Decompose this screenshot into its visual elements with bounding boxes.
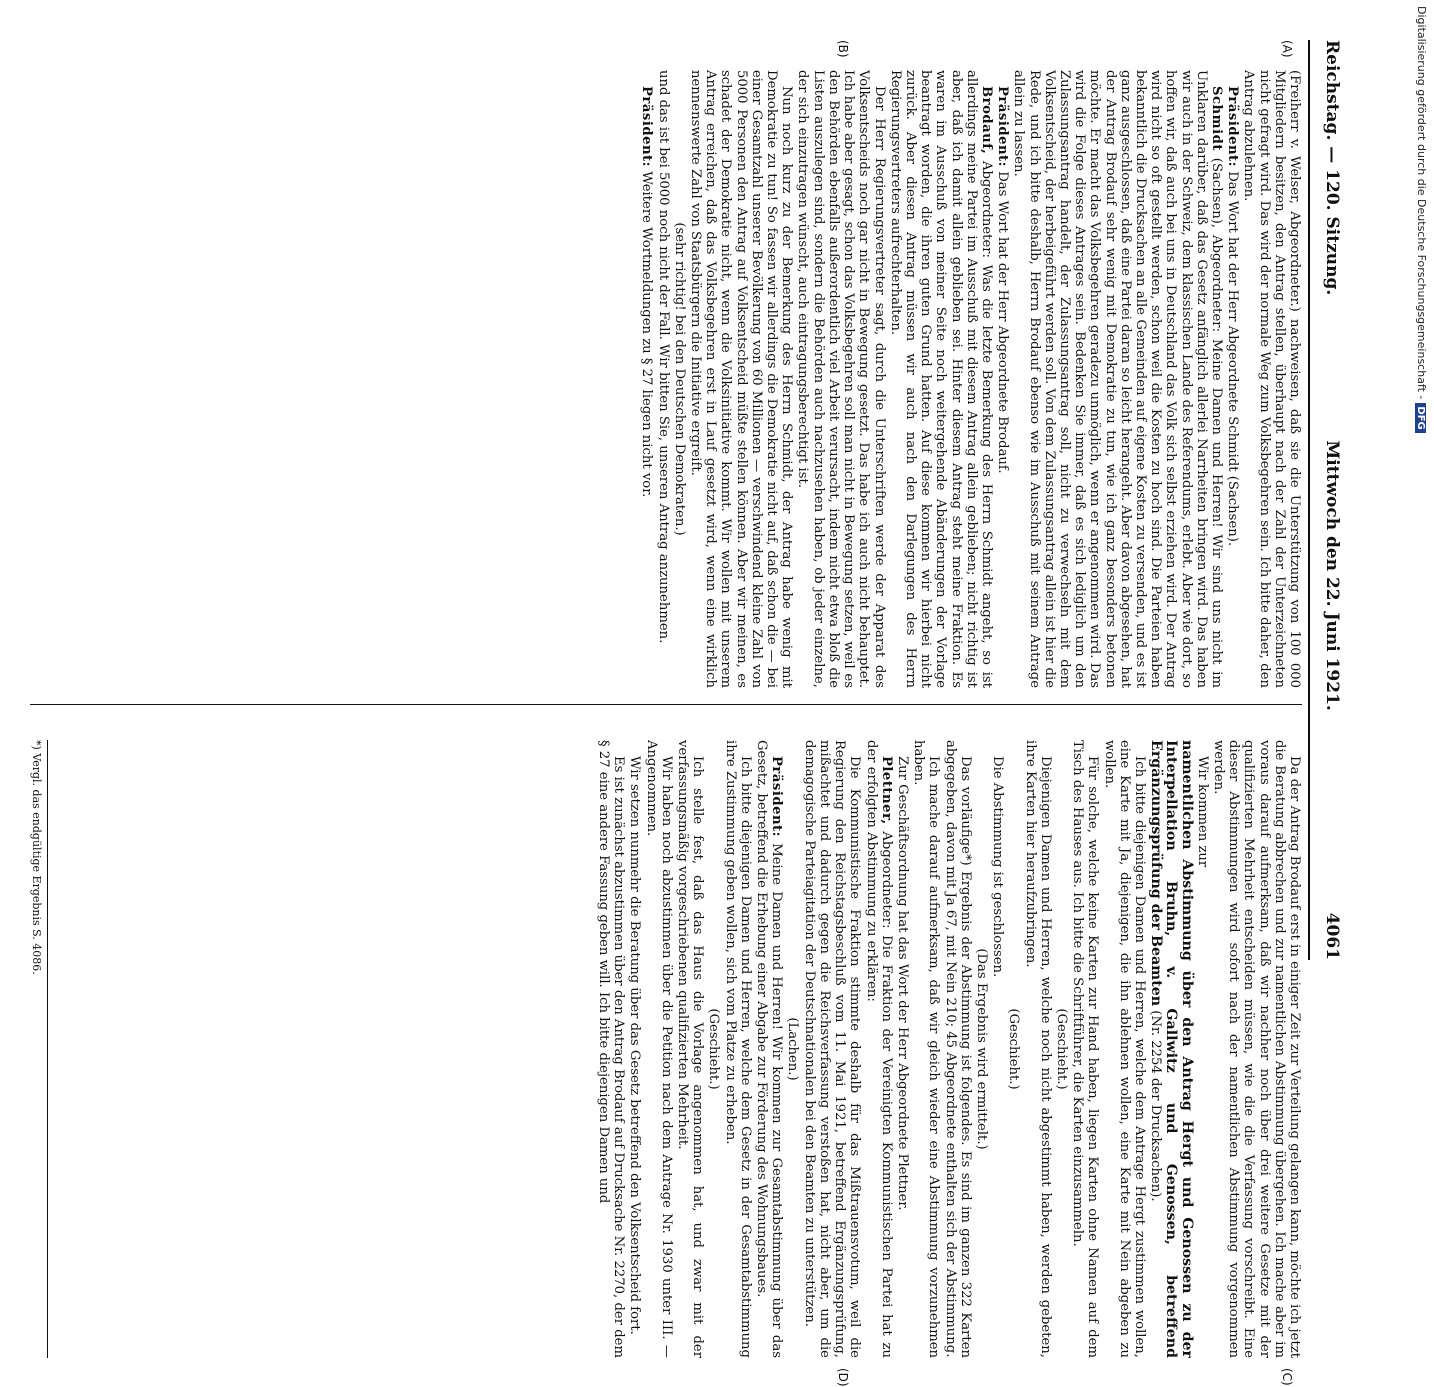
- paragraph: Die Kommunistische Fraktion stimmte deshalb für das Mißtrauensvotum, weil die Regierung den Reichstagsbeschluß vom 11. Mai 1921, betreffend Ergänzungsprüfung, mißachtet und dadurch gegen die Reichsverfassung verstoßen hat, nicht aber, um die demagogische Parteiagitation der Deutschnationalen bei den Beamten zu unterstützen.: [801, 740, 863, 1358]
- funding-note-text: Digitalisierung gefördert durch die Deutsche Forschungsgemeinschaft -DFG: [1415, 6, 1428, 433]
- interjection: (Geschieht.): [1053, 1008, 1069, 1090]
- footnote: *) Vergl. das endgültige Ergebnis S. 4086.: [30, 740, 48, 1358]
- right-column: [70, 740, 1302, 1358]
- paragraph: Präsident: Das Wort hat der Herr Abgeordnete Brodauf.: [995, 86, 1011, 474]
- paragraph: Die Abstimmung ist geschlossen.: [990, 756, 1006, 978]
- header-date: Mittwoch den 22. Juni 1921.: [1322, 440, 1342, 711]
- paragraph: Schmidt (Sachsen), Abgeordneter: Meine Damen und Herren! Wir sind uns nicht im Unklaren darüber, daß das Gesetz anfänglich allerlei Narrheiten bringen wird. Das haben wir auch in der Schweiz, dem klassischen Lande des Referendums, erlebt. Aber wie dort, so hoffen wir, daß auch bei uns in Deutschland das Volk sich selbst erziehen wird. Der Antrag wird nicht so oft gestellt werden, schon weil die Kosten zu hoch sind. Die Parteien haben bekanntlich die Drucksachen an alle Gemeinden auf eigene Kosten zu versenden, und es ist ganz ausgeschlossen, daß eine Partei daran so leicht herangeht. Aber davon abgesehen, hat der Antrag Brodauf sehr wenig mit Demokratie zu tun, wie ich ganz besonders betonen möchte. Er macht das Volksbegehren geradezu unmöglich, wenn er angenommen wird. Das wird die Folge dieses Antrages sein. Bedenken Sie immer, daß es sich lediglich um den Zulassungsantrag handelt, der Zulassungsantrag soll, nicht zu verwechseln mit dem Volksentscheid, der herbeigeführt werden soll. Von dem Zulassungsantrag allein ist hier die Rede, und ich bitte deshalb, Herrn Brodauf ebenso wie im Ausschuß mit seinem Antrage allein zu lassen.: [1011, 70, 1224, 688]
- paragraph: Plettner, Abgeordneter: Die Fraktion der Vereinigten Kommunistischen Partei hat zu der erfolgten Abstimmung zu erklären:: [863, 740, 894, 1358]
- speaker-name: Brodauf,: [978, 86, 994, 155]
- header-date-and-page: [1322, 440, 1342, 960]
- paragraph: Ich mache darauf aufmerksam, daß wir gleich wieder eine Abstimmung vorzunehmen haben.: [911, 740, 942, 1358]
- interjection: (Geschieht.): [1006, 1008, 1022, 1090]
- paragraph: Präsident: Meine Damen und Herren! Wir kommen zur Gesamtabstimmung über das Gesetz, betreffend die Erhebung einer Abgabe zur Förderung des Wohnungsbaues.: [754, 740, 785, 1358]
- paragraph: Der Herr Regierungsvertreter sagt, durch die Unterschriften werde der Apparat des Volksentscheids noch gar nicht in Bewegung gesetzt. Das habe ich auch nicht behauptet. Ich habe aber gesagt, schon das Volksbegehren soll man nicht in Bewegung setzen, weil es den Behörden ebenfalls außerordentlich viel Arbeit verursacht, indem nicht etwa bloß die Listen auszulegen sind, sondern die Behörden auch nachzusehen haben, ob jeder einzelne, der sich einzutragen wünscht, auch eintragungsberechtigt ist.: [795, 70, 887, 688]
- paragraph: Präsident: Weitere Wortmeldungen zu § 27 liegen nicht vor.: [639, 86, 655, 498]
- paragraph: Präsident: Das Wort hat der Herr Abgeordnete Schmidt (Sachsen).: [1225, 86, 1241, 547]
- margin-mark-d: (D): [836, 1368, 850, 1387]
- paragraph: Wir kommen zur: [1194, 756, 1210, 868]
- paragraph: Ich stelle fest, daß das Haus die Vorlage angenommen hat, und zwar mit der verfassungsmäßig vorgeschriebenen qualifizierten Mehrheit.: [675, 740, 706, 1358]
- interjection: (Lachen.): [785, 1017, 801, 1081]
- page-header: [1308, 40, 1346, 960]
- paragraph: (Freiherr v. Welser, Abgeordneter.) nachweisen, daß sie die Unterstützung von 100 000 Mitgliedern besitzen, den Antrag stellen, überhaupt nach der Zahl der Unterzeichneten nicht gefragt wird. Das wird der normale Weg zum Volksbegehren sein. Ich bitte daher, den Antrag abzulehnen.: [1241, 70, 1302, 688]
- paragraph: Es ist zunächst abzustimmen über den Antrag Brodauf auf Drucksache Nr. 2270, der dem § 27 eine andere Fassung geben will. Ich bitte diejenigen Damen und: [596, 740, 627, 1358]
- speaker-name: Präsident:: [639, 86, 655, 168]
- paragraph: namentlichen Abstimmung über den Antrag Hergt und Genossen zu der Interpellation Bruhn, v. Gallwitz und Genossen, betreffend Ergänzungsprüfung der Beamten (Nr. 2254 der Drucksachen).: [1148, 740, 1195, 1358]
- paragraph: Da der Antrag Brodauf erst in einiger Zeit zur Verteilung gelangen kann, möchte ich jetzt die Beratung abbrechen und zur namentlichen Abstimmung übergehen. Ich mache aber im voraus darauf aufmerksam, daß wir nachher noch über drei weitere Gesetze mit der qualifizierten Mehrheit entscheiden müssen, wie die die Verfassung vorschreibt. Eine dieser Abstimmungen wird sofort nach der namentlichen Abstimmung vorgenommen werden.: [1210, 740, 1302, 1358]
- dfg-logo: DFG: [1415, 403, 1426, 432]
- page-number: 4061: [1322, 912, 1342, 960]
- speaker-name: Schmidt: [1208, 86, 1224, 151]
- column-divider: [30, 704, 1302, 705]
- margin-mark-c: (C): [1280, 1368, 1294, 1386]
- funding-note: [1404, 0, 1434, 1000]
- speaker-name: Präsident:: [769, 756, 785, 838]
- paragraph: Nun noch kurz zu der Bemerkung des Herrn Schmidt, der Antrag habe wenig mit Demokratie zu tun! So fassen wir allerdings die Demokratie nicht auf, daß schon die — bei einer Gesamtzahl unserer Bevölkerung von 60 Millionen — verschwindend kleine Zahl von 5000 Personen den Antrag auf Volksentscheid müßte stellen können. Aber wir meinen, es schadet der Demokratie nicht, wenn die Volksinitiative kommt. Wir wollen mit unserem Antrag erreichen, daß das Volksbegehren erst in Lauf gesetzt wird, wenn eine wirklich nennenswerte Zahl von Staatsbürgern die Initiative ergreift.: [688, 70, 795, 688]
- paragraph: Ich bitte diejenigen Damen und Herren, welche dem Gesetz in der Gesamtabstimmung ihre Zustimmung geben wollen, sich vom Platze zu erheben.: [722, 740, 753, 1358]
- margin-mark-a: (A): [1280, 40, 1294, 58]
- paragraph: Wir setzen nunmehr die Beratung über das Gesetz betreffend den Volksentscheid fort.: [627, 756, 643, 1335]
- interjection: (sehr richtig! bei den Deutschen Demokraten.): [671, 222, 687, 536]
- paragraph: Wir haben noch abzustimmen über die Petition nach dem Antrage Nr. 1930 unter III. — Angenommen.: [643, 740, 674, 1358]
- interjection: (Das Ergebnis wird ermittelt.): [973, 948, 989, 1150]
- paragraph: Diejenigen Damen und Herren, welche noch nicht abgestimmt haben, werden gebeten, ihre Karten hier heraufzubringen.: [1022, 740, 1053, 1358]
- margin-mark-b: (B): [836, 40, 850, 58]
- header-session: Reichstag. — 120. Sitzung.: [1322, 40, 1342, 296]
- interjection: (Geschieht.): [706, 1008, 722, 1090]
- speaker-name: Präsident:: [995, 86, 1011, 168]
- left-column: [30, 70, 1302, 688]
- paragraph: Ich bitte diejenigen Damen und Herren, welche dem Antrage Hergt zustimmen wollen, eine Karte mit Ja, diejenigen, die ihn ablehnen wollen, eine Karte mit Nein abgeben zu wollen.: [1101, 740, 1147, 1358]
- text-columns: [30, 40, 1302, 1387]
- speaker-name: Plettner,: [878, 756, 894, 825]
- paragraph: Für solche, welche keine Karten zur Hand haben, liegen Karten ohne Namen auf dem Tisch des Hauses aus. Ich bitte die Schriftführer, die Karten einzusammeln.: [1070, 740, 1101, 1358]
- paragraph: Brodauf, Abgeordneter: Was die letzte Bemerkung des Herrn Schmidt angeht, so ist allerdings meine Partei im Ausschuß mit diesem Antrag allein geblieben; nicht richtig ist aber, daß ich damit allein geblieben sei. Hinter diesem Antrag steht meine Fraktion. Es waren im Ausschuß von meiner Seite noch weitergehende Abänderungen der Vorlage beantragt worden, die ihren guten Grund hatten. Auf diese kommen wir hierbei nicht zurück. Aber diesen Antrag müssen wir auch nach den Darlegungen des Herrn Regierungsvertreters aufrechterhalten.: [887, 70, 994, 688]
- agenda-item: namentlichen Abstimmung über den Antrag Hergt und Genossen zu der Interpellation Bruhn, v. Gallwitz und Genossen, betreffend Ergänzungsprüfung der Beamten: [1148, 740, 1195, 1358]
- paragraph: Das vorläufige*) Ergebnis der Abstimmung ist folgendes. Es sind im ganzen 322 Karten abgegeben, davon mit Ja 67, mit Nein 210; 45 Abgeordnete enthalten sich der Abstimmung.: [942, 740, 973, 1358]
- speaker-name: Präsident:: [1225, 86, 1241, 168]
- paragraph: und das ist bei 5000 noch nicht der Fall. Wir bitten Sie, unseren Antrag anzunehmen.: [655, 70, 671, 644]
- paragraph: Zur Geschäftsordnung hat das Wort der Herr Abgeordnete Plettner.: [894, 756, 910, 1211]
